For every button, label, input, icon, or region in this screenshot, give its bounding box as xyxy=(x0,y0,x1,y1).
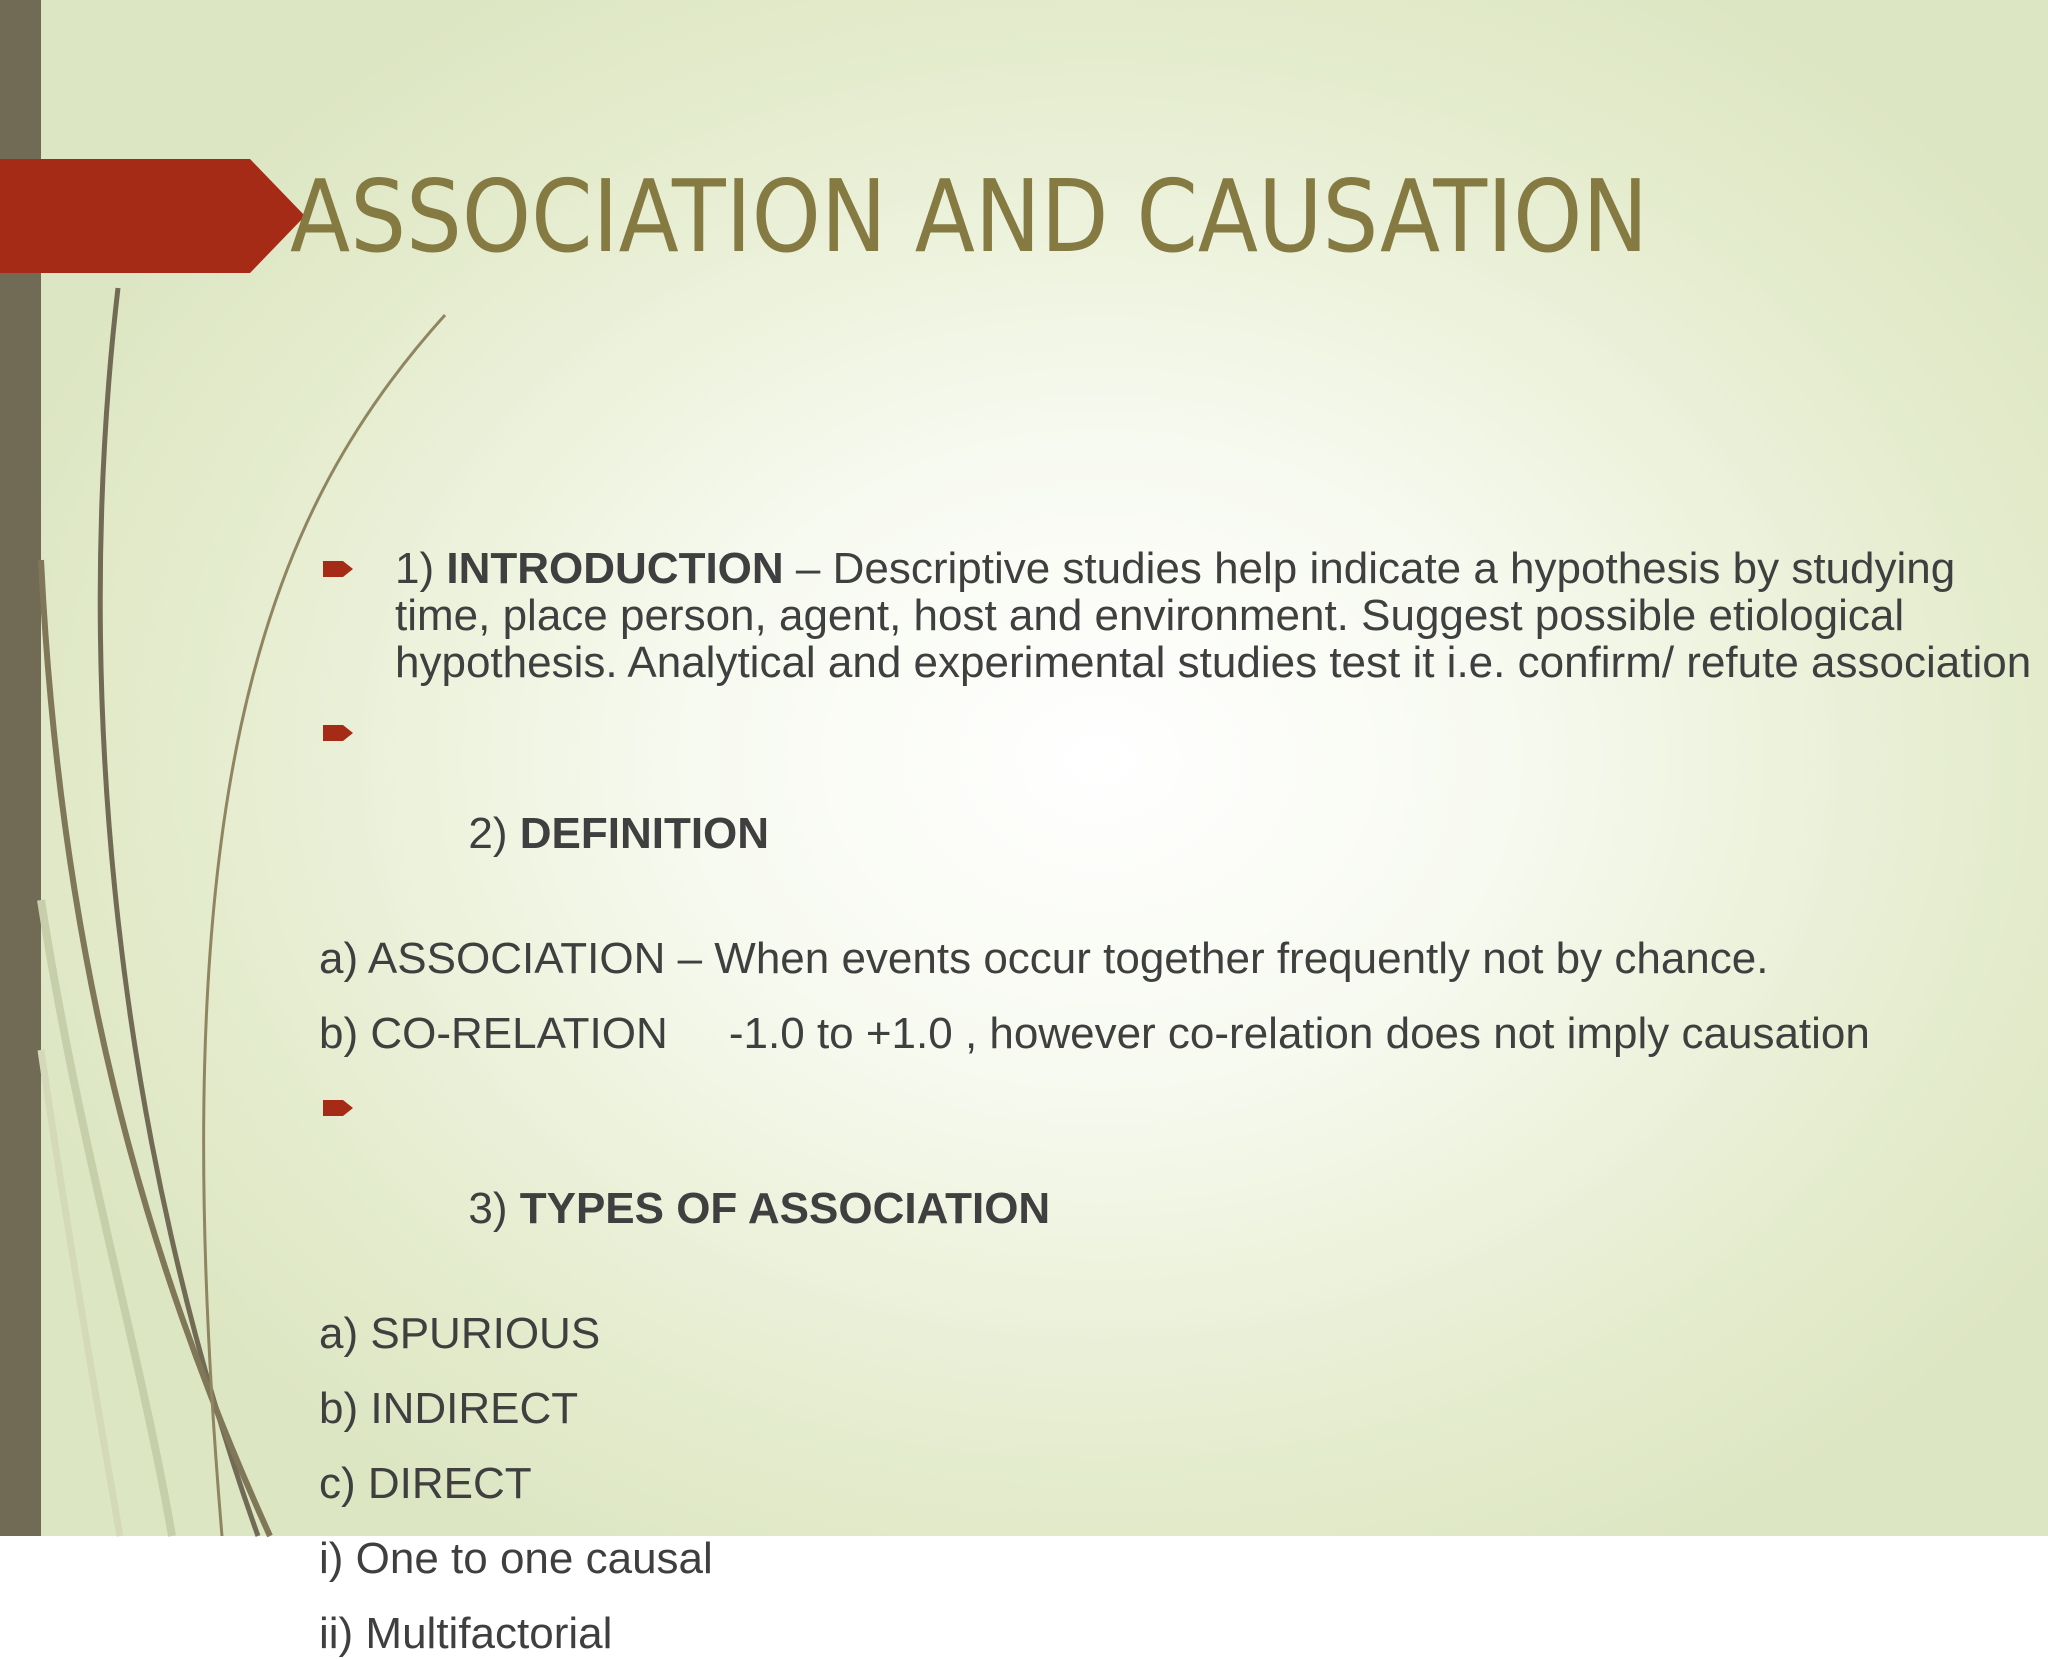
bullet-introduction xyxy=(319,545,2035,686)
curve-line-1 xyxy=(100,288,258,1536)
definition-correlation: b) CO-RELATION -1.0 to +1.0 , however co-relation does not imply causation xyxy=(319,1009,1870,1058)
intro-text: – Descriptive studies help indicate a hypothesis by studying time, place person, agent, host and environment. Suggest possible etiological hypothesis. Analytical and experimental studies test it i.e. confirm/ refute association xyxy=(395,544,2032,687)
type-direct: c) DIRECT xyxy=(319,1459,532,1508)
intro-heading: INTRODUCTION xyxy=(446,544,784,593)
slide-title: ASSOCIATION AND CAUSATION xyxy=(290,158,1649,275)
arrow-bullet-icon xyxy=(323,559,355,579)
definition-number: 2) xyxy=(468,809,520,858)
definition-association: a) ASSOCIATION – When events occur together frequently not by chance. xyxy=(319,934,1769,983)
types-heading: TYPES OF ASSOCIATION xyxy=(519,1184,1051,1233)
type-spurious: a) SPURIOUS xyxy=(319,1309,601,1358)
intro-number: 1) xyxy=(395,544,447,593)
bullet-definition xyxy=(319,709,2039,909)
arrow-bullet-icon xyxy=(323,1098,355,1118)
definition-heading: DEFINITION xyxy=(519,809,770,858)
slide-body xyxy=(319,545,2039,1659)
type-indirect: b) INDIRECT xyxy=(319,1384,579,1433)
title-arrow-shape xyxy=(0,159,310,273)
curve-line-2 xyxy=(41,560,270,1536)
bullet-types-of-association xyxy=(319,1084,2039,1284)
type-multifactorial: ii) Multifactorial xyxy=(319,1609,613,1658)
arrow-bullet-icon xyxy=(323,723,355,743)
type-one-to-one-causal: i) One to one causal xyxy=(319,1534,713,1583)
types-number: 3) xyxy=(468,1184,520,1233)
